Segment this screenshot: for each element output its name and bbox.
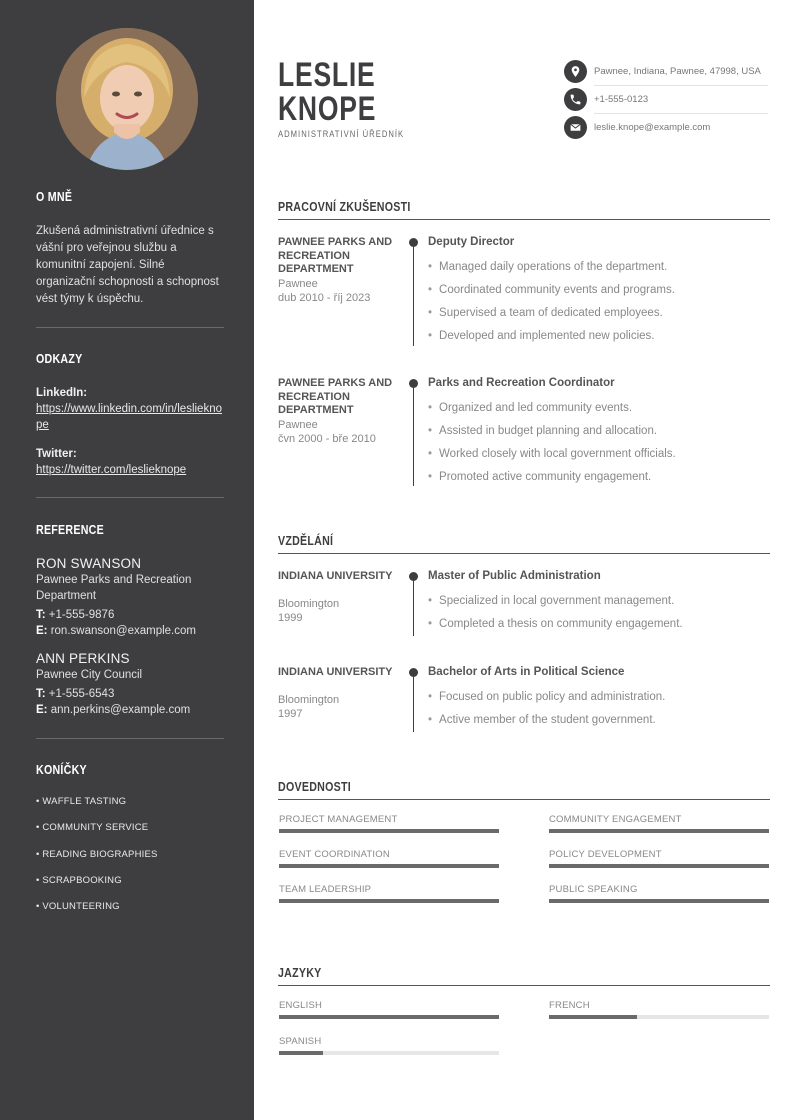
skill-bar-fill <box>279 864 499 868</box>
skill-bar <box>279 829 499 833</box>
language-bar <box>279 1015 499 1019</box>
section-rule <box>278 219 770 220</box>
experience-org: PAWNEE PARKS AND RECREATION DEPARTMENT <box>278 236 393 275</box>
skill-bar-fill <box>279 829 499 833</box>
timeline-line <box>413 383 414 486</box>
section-rule <box>278 985 770 986</box>
phone-icon <box>564 88 587 111</box>
reference-email-value: ron.swanson@example.com <box>50 625 196 637</box>
links-heading: ODKAZY <box>36 351 83 366</box>
experience-role: Parks and Recreation Coordinator <box>428 377 615 389</box>
twitter-label: Twitter: <box>36 448 77 460</box>
hobbies-heading: KONÍČKY <box>36 762 87 777</box>
reference-phone <box>36 608 226 624</box>
about-heading: O MNĚ <box>36 189 73 204</box>
sidebar-divider <box>36 497 224 498</box>
language-bar-fill <box>279 1015 499 1019</box>
reference-email <box>36 624 226 640</box>
hobby-item: • SCRAPBOOKING <box>36 875 122 886</box>
address-text: Pawnee, Indiana, Pawnee, 47998, USA <box>594 65 761 77</box>
sidebar-divider <box>36 327 224 328</box>
experience-bullet: • Coordinated community events and programs. <box>428 284 675 296</box>
experience-bullet: • Promoted active community engagement. <box>428 471 651 483</box>
language-bar-fill <box>279 1051 323 1055</box>
education-degree: Bachelor of Arts in Political Science <box>428 666 625 678</box>
section-rule <box>278 553 770 554</box>
experience-bullet: • Organized and led community events. <box>428 402 632 414</box>
skill-name: TEAM LEADERSHIP <box>279 884 372 895</box>
hobby-item: • COMMUNITY SERVICE <box>36 822 149 833</box>
contact-address <box>564 58 768 84</box>
about-text: Zkušená administrativní úřednice s vášní pro veřejnou službu a komunitní zapojení. Silné organizační schopnosti a schopnost vést týmy k úspěchu. <box>36 225 219 305</box>
experience-location: Pawnee <box>278 419 318 431</box>
timeline-dot <box>409 379 418 388</box>
education-bullet: • Focused on public policy and administration. <box>428 691 665 703</box>
skill-bar <box>549 829 769 833</box>
skill-name: PROJECT MANAGEMENT <box>279 814 398 825</box>
skill-bar <box>279 899 499 903</box>
reference-name: RON SWANSON <box>36 556 142 571</box>
email-label: E: <box>36 704 48 716</box>
email-text[interactable]: leslie.knope@example.com <box>594 121 711 133</box>
education-dates: 1999 <box>278 612 303 624</box>
hobby-item: • READING BIOGRAPHIES <box>36 849 158 860</box>
language-name: SPANISH <box>279 1036 322 1047</box>
education-bullet: • Specialized in local government management. <box>428 595 674 607</box>
education-location: Bloomington <box>278 694 340 706</box>
language-bar <box>279 1051 499 1055</box>
skill-name: COMMUNITY ENGAGEMENT <box>549 814 682 825</box>
skill-bar-fill <box>549 864 769 868</box>
experience-heading: PRACOVNÍ ZKUŠENOSTI <box>278 199 411 214</box>
references-heading: REFERENCE <box>36 522 104 537</box>
section-rule <box>278 799 770 800</box>
language-name: FRENCH <box>549 1000 590 1011</box>
timeline-dot <box>409 572 418 581</box>
timeline-line <box>413 242 414 346</box>
experience-dates: čvn 2000 - bře 2010 <box>278 433 376 445</box>
education-location: Bloomington <box>278 598 340 610</box>
reference-name: ANN PERKINS <box>36 651 130 666</box>
timeline-dot <box>409 668 418 677</box>
skill-name: EVENT COORDINATION <box>279 849 390 860</box>
avatar <box>56 28 198 170</box>
reference-phone-value: +1-555-9876 <box>48 609 115 621</box>
profile-photo-icon <box>56 28 198 170</box>
first-name: LESLIE <box>278 56 376 94</box>
languages-heading: JAZYKY <box>278 965 322 980</box>
education-org: INDIANA UNIVERSITY <box>278 570 393 582</box>
phone-label: T: <box>36 688 46 700</box>
sidebar-divider <box>36 738 224 739</box>
language-name: ENGLISH <box>279 1000 323 1011</box>
skill-bar <box>279 864 499 868</box>
education-degree: Master of Public Administration <box>428 570 601 582</box>
experience-bullet: • Developed and implemented new policies. <box>428 330 654 342</box>
skill-bar-fill <box>279 899 499 903</box>
education-heading: VZDĚLÁNÍ <box>278 533 334 548</box>
experience-dates: dub 2010 - říj 2023 <box>278 292 371 304</box>
education-bullet: • Active member of the student government. <box>428 714 656 726</box>
reference-email-value: ann.perkins@example.com <box>50 704 191 716</box>
skill-bar <box>549 899 769 903</box>
skills-heading: DOVEDNOSTI <box>278 779 351 794</box>
linkedin-label: LinkedIn: <box>36 387 88 399</box>
sidebar <box>0 0 254 1120</box>
education-org: INDIANA UNIVERSITY <box>278 666 393 678</box>
twitter-link[interactable]: https://twitter.com/leslieknope <box>36 464 187 476</box>
timeline-dot <box>409 238 418 247</box>
reference-org: Pawnee City Council <box>36 669 143 681</box>
experience-org: PAWNEE PARKS AND RECREATION DEPARTMENT <box>278 377 393 416</box>
education-dates: 1997 <box>278 708 303 720</box>
reference-org: Pawnee Parks and Recreation Department <box>36 574 192 602</box>
experience-bullet: • Supervised a team of dedicated employees. <box>428 307 663 319</box>
reference-phone <box>36 687 226 703</box>
skill-bar-fill <box>549 899 769 903</box>
experience-bullet: • Worked closely with local government officials. <box>428 448 676 460</box>
language-bar <box>549 1015 769 1019</box>
language-bar-fill <box>549 1015 637 1019</box>
timeline-line <box>413 672 414 732</box>
location-pin-icon <box>564 60 587 83</box>
job-title: ADMINISTRATIVNÍ ÚŘEDNÍK <box>278 129 405 139</box>
contact-phone <box>564 86 768 112</box>
skill-bar <box>549 864 769 868</box>
experience-role: Deputy Director <box>428 236 515 248</box>
email-label: E: <box>36 625 48 637</box>
phone-text: +1-555-0123 <box>594 93 649 105</box>
hobby-item: • VOLUNTEERING <box>36 901 120 912</box>
contact-email <box>564 114 768 140</box>
skill-name: POLICY DEVELOPMENT <box>549 849 662 860</box>
education-bullet: • Completed a thesis on community engagement. <box>428 618 683 630</box>
linkedin-link[interactable]: https://www.linkedin.com/in/leslieknope <box>36 403 222 431</box>
phone-label: T: <box>36 609 46 621</box>
skill-name: PUBLIC SPEAKING <box>549 884 638 895</box>
last-name: KNOPE <box>278 90 377 128</box>
timeline-line <box>413 576 414 636</box>
reference-phone-value: +1-555-6543 <box>48 688 115 700</box>
experience-location: Pawnee <box>278 278 318 290</box>
reference-email <box>36 703 226 719</box>
envelope-icon <box>564 116 587 139</box>
experience-bullet: • Managed daily operations of the department. <box>428 261 667 273</box>
hobby-item: • WAFFLE TASTING <box>36 796 127 807</box>
skill-bar-fill <box>549 829 769 833</box>
experience-bullet: • Assisted in budget planning and allocation. <box>428 425 657 437</box>
